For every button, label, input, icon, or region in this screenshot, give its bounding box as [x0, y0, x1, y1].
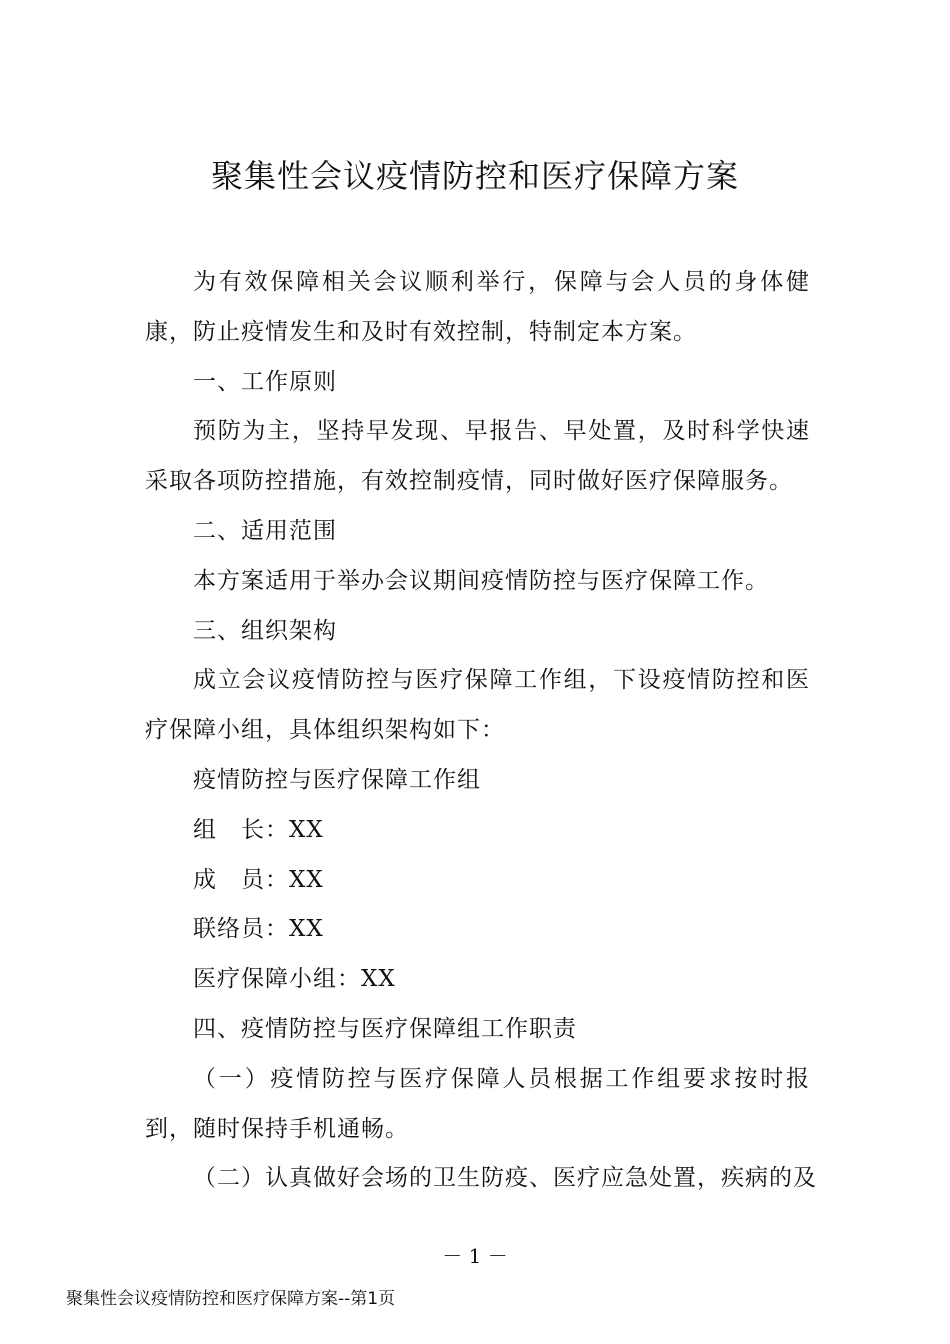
document-title: 聚集性会议疫情防控和医疗保障方案 — [210, 157, 739, 195]
working-group-name: 疫情防控与医疗保障工作组 — [193, 766, 481, 793]
group-members-line: 成 员：XX — [193, 866, 324, 893]
document-body — [145, 258, 817, 1204]
organization-paragraph: 成立会议疫情防控与医疗保障工作组，下设疫情防控和医疗保障小组，具体组织架构如下： — [145, 667, 810, 744]
liaison-line: 联络员：XX — [193, 916, 324, 943]
work-principles-paragraph: 预防为主，坚持早发现、早报告、早处置，及时科学快速采取各项防控措施，有效控制疫情，同时做好医疗保障服务。 — [145, 418, 810, 495]
section-heading-scope: 二、适用范围 — [193, 517, 337, 544]
responsibility-item-2: （二）认真做好会场的卫生防疫、医疗应急处置，疾病的及 — [193, 1165, 817, 1192]
page-number: － 1 － — [442, 1244, 508, 1268]
group-leader-line: 组 长：XX — [193, 816, 324, 843]
section-heading-work-principles: 一、工作原则 — [193, 368, 337, 395]
intro-paragraph: 为有效保障相关会议顺利举行，保障与会人员的身体健康，防止疫情发生和及时有效控制，特制定本方案。 — [145, 269, 810, 345]
medical-team-line: 医疗保障小组：XX — [193, 966, 396, 993]
section-heading-organization: 三、组织架构 — [193, 617, 337, 644]
scope-paragraph: 本方案适用于举办会议期间疫情防控与医疗保障工作。 — [193, 567, 769, 594]
section-heading-responsibilities: 四、疫情防控与医疗保障组工作职责 — [193, 1015, 577, 1042]
footer-caption: 聚集性会议疫情防控和医疗保障方案--第1页 — [66, 1289, 396, 1309]
responsibility-item-1: （一）疫情防控与医疗保障人员根据工作组要求按时报到，随时保持手机通畅。 — [145, 1065, 810, 1142]
